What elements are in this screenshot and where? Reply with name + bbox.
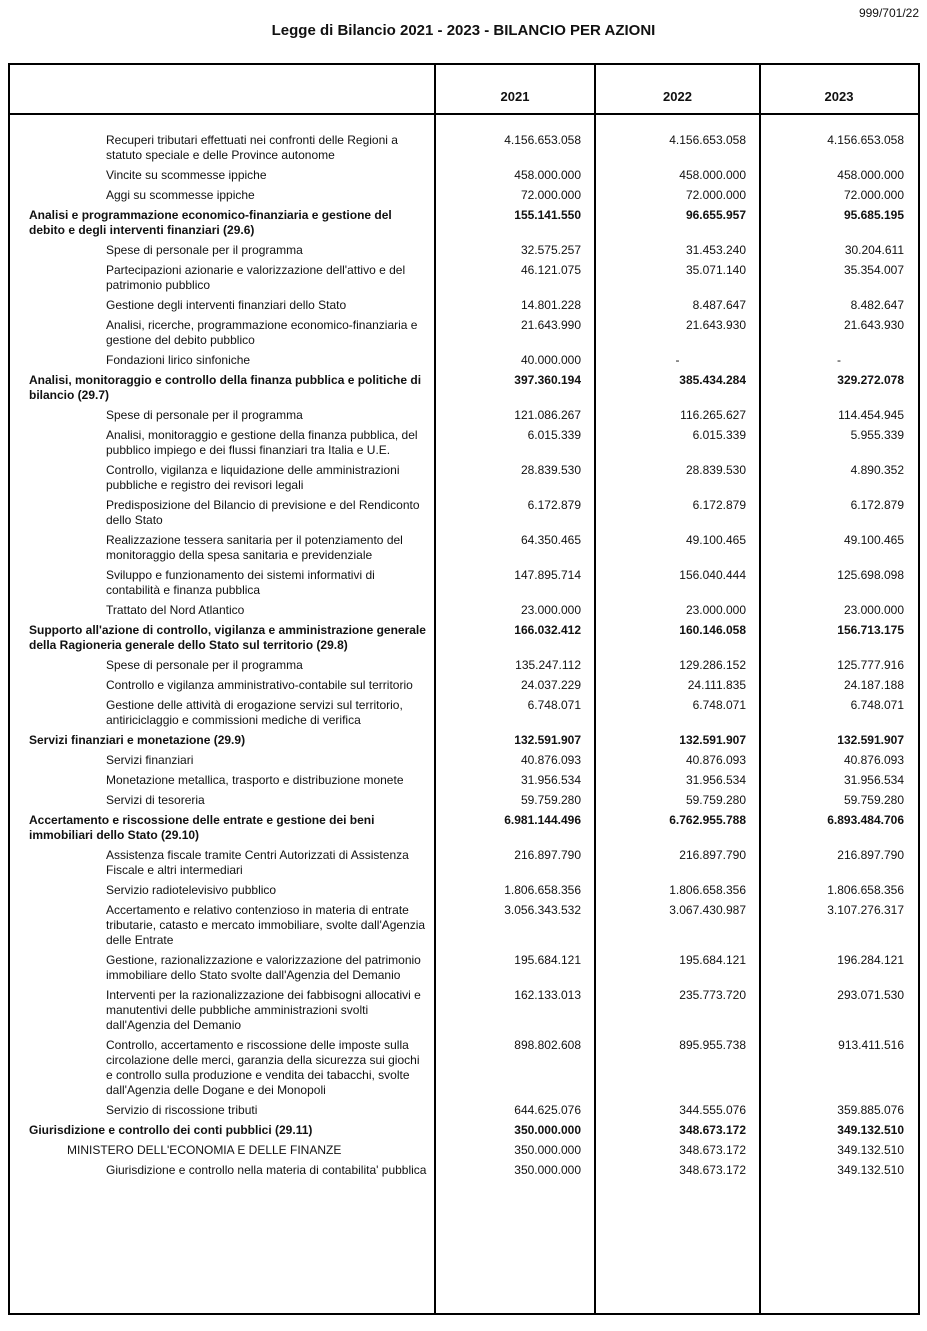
row-value: 31.956.534: [520, 773, 581, 787]
table-row: [10, 243, 918, 258]
column-header-2023: 2023: [824, 88, 854, 104]
table-row: [10, 753, 918, 768]
table-row: [10, 988, 918, 1033]
row-label: Gestione delle attività di erogazione servizi sul territorio, antiriciclaggio e commissioni mediche di verifica: [106, 698, 403, 727]
row-value: 156.040.444: [679, 568, 746, 582]
row-value: 6.893.484.706: [827, 813, 904, 827]
row-value: 6.762.955.788: [669, 813, 746, 827]
row-value: 350.000.000: [514, 1123, 581, 1137]
row-label: Aggi su scommesse ippiche: [106, 188, 255, 202]
row-value: 458.000.000: [837, 168, 904, 182]
row-value: 4.156.653.058: [669, 133, 746, 147]
row-label: Spese di personale per il programma: [106, 658, 303, 672]
table-row: [10, 533, 918, 563]
table-row: [10, 883, 918, 898]
row-value: 196.284.121: [837, 953, 904, 967]
table-body: [10, 115, 918, 1178]
row-value: 458.000.000: [514, 168, 581, 182]
row-value: 4.156.653.058: [827, 133, 904, 147]
row-value: 40.876.093: [685, 753, 746, 767]
row-value: 23.000.000: [520, 603, 581, 617]
row-value: 6.172.879: [850, 498, 904, 512]
row-value: 49.100.465: [685, 533, 746, 547]
row-value: 14.801.228: [520, 298, 581, 312]
row-value: 129.286.152: [679, 658, 746, 672]
row-value: 458.000.000: [679, 168, 746, 182]
table-row: [10, 188, 918, 203]
row-value: 31.956.534: [685, 773, 746, 787]
row-label: Servizio di riscossione tributi: [106, 1103, 258, 1117]
row-label: Controllo, accertamento e riscossione delle imposte sulla circolazione delle merci, garanzia della sicurezza sui giochi e controllo sulla produzione e vendita dei tabacchi, svolte dall'Agenzia delle Dogane e dei Monopoli: [106, 1038, 420, 1097]
column-divider: [434, 65, 436, 1313]
row-value: 125.777.916: [837, 658, 904, 672]
row-value: 349.132.510: [837, 1143, 904, 1157]
row-label: Vincite su scommesse ippiche: [106, 168, 267, 182]
table-row: [10, 168, 918, 183]
row-value: 160.146.058: [679, 623, 746, 637]
row-value: 216.897.790: [514, 848, 581, 862]
row-value: 35.071.140: [685, 263, 746, 277]
table-row: [10, 568, 918, 598]
table-row: [10, 133, 918, 163]
table-row: [10, 848, 918, 878]
row-value: 895.955.738: [679, 1038, 746, 1052]
row-value: 216.897.790: [837, 848, 904, 862]
row-value: 5.955.339: [850, 428, 904, 442]
table-row: [10, 953, 918, 983]
table-row: [10, 428, 918, 458]
row-value: 216.897.790: [679, 848, 746, 862]
row-value: 114.454.945: [838, 408, 904, 422]
row-label: Analisi, monitoraggio e controllo della finanza pubblica e politiche di bilancio (29.7): [29, 373, 422, 402]
row-value: 348.673.172: [679, 1123, 746, 1137]
table-row: [10, 1123, 918, 1138]
row-value: 147.895.714: [514, 568, 581, 582]
table-row: [10, 1163, 918, 1178]
row-value: 28.839.530: [685, 463, 746, 477]
row-label: Recuperi tributari effettuati nei confronti delle Regioni a statuto speciale e delle Province autonome: [106, 133, 398, 162]
row-label: Servizi finanziari: [106, 753, 194, 767]
row-label: Monetazione metallica, trasporto e distribuzione monete: [106, 773, 404, 787]
row-value: 23.000.000: [685, 603, 746, 617]
row-value: 59.759.280: [520, 793, 581, 807]
row-label: Accertamento e relativo contenzioso in materia di entrate tributarie, catasto e mercato immobiliare, svolte dall'Agenzia delle Entrate: [106, 903, 426, 947]
row-label: Controllo e vigilanza amministrativo-contabile sul territorio: [106, 678, 413, 692]
row-value: 28.839.530: [520, 463, 581, 477]
column-header-2021: 2021: [500, 88, 530, 104]
row-value: 24.111.835: [687, 678, 746, 692]
table-row: [10, 603, 918, 618]
row-value: 6.015.339: [692, 428, 746, 442]
row-value: 135.247.112: [515, 658, 581, 672]
table-row: [10, 678, 918, 693]
row-value: 6.015.339: [527, 428, 581, 442]
row-value: 59.759.280: [685, 793, 746, 807]
row-label: Trattato del Nord Atlantico: [106, 603, 245, 617]
row-label: Interventi per la razionalizzazione dei fabbisogni allocativi e manutentivi delle pubbliche amministrazioni svolti dall'Agenzia del Demanio: [106, 988, 421, 1032]
row-label: Servizi di tesoreria: [106, 793, 205, 807]
row-label: Servizi finanziari e monetazione (29.9): [29, 733, 246, 747]
row-label: Analisi e programmazione economico-finanziaria e gestione del debito e degli interventi finanziari (29.6): [29, 208, 392, 237]
budget-table: [8, 63, 920, 1315]
row-value: 350.000.000: [514, 1143, 581, 1157]
row-value: 1.806.658.356: [504, 883, 581, 897]
row-label: Sviluppo e funzionamento dei sistemi informativi di contabilità e finanza pubblica: [106, 568, 375, 597]
row-value: 166.032.412: [514, 623, 581, 637]
row-value: 3.107.276.317: [827, 903, 904, 917]
column-divider: [759, 65, 761, 1313]
row-value: 1.806.658.356: [827, 883, 904, 897]
row-value: -: [837, 353, 841, 367]
row-label: Supporto all'azione di controllo, vigilanza e amministrazione generale della Ragioneria generale dello Stato sul territorio (29.8): [29, 623, 426, 652]
document-reference-number: 999/701/22: [858, 6, 919, 20]
row-value: 644.625.076: [514, 1103, 581, 1117]
row-label: Spese di personale per il programma: [106, 408, 303, 422]
row-label: MINISTERO DELL'ECONOMIA E DELLE FINANZE: [67, 1143, 342, 1157]
row-value: 898.802.608: [514, 1038, 581, 1052]
column-divider: [594, 65, 596, 1313]
row-value: 40.876.093: [520, 753, 581, 767]
row-value: 72.000.000: [843, 188, 904, 202]
row-value: 31.956.534: [843, 773, 904, 787]
row-value: 348.673.172: [679, 1143, 746, 1157]
row-value: 30.204.611: [844, 243, 904, 257]
row-value: 23.000.000: [843, 603, 904, 617]
row-label: Assistenza fiscale tramite Centri Autorizzati di Assistenza Fiscale e altri intermediari: [106, 848, 409, 877]
row-value: 31.453.240: [685, 243, 746, 257]
row-value: 155.141.550: [514, 208, 581, 222]
row-value: 6.748.071: [527, 698, 581, 712]
row-value: 21.643.930: [685, 318, 746, 332]
row-value: 121.086.267: [514, 408, 581, 422]
row-value: 59.759.280: [843, 793, 904, 807]
table-row: [10, 1103, 918, 1118]
row-value: 329.272.078: [837, 373, 904, 387]
row-value: 4.156.653.058: [504, 133, 581, 147]
row-value: 6.981.144.496: [504, 813, 581, 827]
row-value: 64.350.465: [520, 533, 581, 547]
row-value: 3.067.430.987: [669, 903, 746, 917]
table-row: [10, 793, 918, 808]
table-row: [10, 658, 918, 673]
table-header-row: [10, 65, 918, 115]
row-value: 132.591.907: [837, 733, 904, 747]
row-value: 6.172.879: [692, 498, 746, 512]
row-value: 24.037.229: [520, 678, 581, 692]
row-value: 344.555.076: [679, 1103, 746, 1117]
row-value: 21.643.930: [843, 318, 904, 332]
row-value: 3.056.343.532: [504, 903, 581, 917]
row-label: Gestione, razionalizzazione e valorizzazione del patrimonio immobiliare dello Stato svolte dall'Agenzia del Demanio: [106, 953, 421, 982]
row-value: 132.591.907: [679, 733, 746, 747]
table-row: [10, 813, 918, 843]
table-row: [10, 208, 918, 238]
table-row: [10, 623, 918, 653]
table-row: [10, 698, 918, 728]
table-row: [10, 298, 918, 313]
row-value: 162.133.013: [514, 988, 581, 1002]
row-label: Accertamento e riscossione delle entrate e gestione dei beni immobiliari dello Stato (29.10): [29, 813, 375, 842]
row-value: 32.575.257: [520, 243, 581, 257]
table-row: [10, 408, 918, 423]
table-row: [10, 1143, 918, 1158]
row-value: 132.591.907: [514, 733, 581, 747]
table-row: [10, 498, 918, 528]
row-label: Predisposizione del Bilancio di previsione e del Rendiconto dello Stato: [106, 498, 420, 527]
column-header-2022: 2022: [663, 88, 692, 104]
row-value: 6.172.879: [527, 498, 581, 512]
table-row: [10, 733, 918, 748]
row-value: 40.000.000: [520, 353, 581, 367]
table-row: [10, 1038, 918, 1098]
row-value: 4.890.352: [850, 463, 904, 477]
row-value: 293.071.530: [837, 988, 904, 1002]
row-value: 397.360.194: [514, 373, 581, 387]
row-label: Analisi, monitoraggio e gestione della finanza pubblica, del pubblico impiego e dei flussi finanziari tra Italia e U.E.: [106, 428, 418, 457]
row-value: 385.434.284: [679, 373, 746, 387]
row-value: 72.000.000: [520, 188, 581, 202]
row-value: 349.132.510: [837, 1123, 904, 1137]
page-title: Legge di Bilancio 2021 - 2023 - BILANCIO PER AZIONI: [271, 22, 656, 39]
table-row: [10, 773, 918, 788]
row-value: 116.265.627: [680, 408, 746, 422]
row-value: 49.100.465: [843, 533, 904, 547]
row-value: 195.684.121: [679, 953, 746, 967]
row-value: 1.806.658.356: [669, 883, 746, 897]
row-label: Gestione degli interventi finanziari dello Stato: [106, 298, 347, 312]
table-row: [10, 263, 918, 293]
row-label: Partecipazioni azionarie e valorizzazione dell'attivo e del patrimonio pubblico: [106, 263, 406, 292]
row-label: Giurisdizione e controllo dei conti pubblici (29.11): [29, 1123, 313, 1137]
row-value: 195.684.121: [514, 953, 581, 967]
row-label: Realizzazione tessera sanitaria per il potenziamento del monitoraggio della spesa sanitaria e previdenziale: [106, 533, 403, 562]
row-value: 24.187.188: [843, 678, 904, 692]
row-value: 349.132.510: [837, 1163, 904, 1177]
row-value: 46.121.075: [520, 263, 581, 277]
table-row: [10, 463, 918, 493]
row-value: 6.748.071: [692, 698, 746, 712]
row-value: 8.487.647: [692, 298, 746, 312]
row-value: 96.655.957: [685, 208, 746, 222]
row-value: 125.698.098: [837, 568, 904, 582]
row-value: 95.685.195: [843, 208, 904, 222]
row-value: 913.411.516: [838, 1038, 904, 1052]
row-value: 350.000.000: [514, 1163, 581, 1177]
row-label: Giurisdizione e controllo nella materia di contabilita' pubblica: [106, 1163, 427, 1177]
row-value: 40.876.093: [843, 753, 904, 767]
table-row: [10, 353, 918, 368]
row-value: -: [675, 353, 680, 367]
row-value: 348.673.172: [679, 1163, 746, 1177]
row-label: Servizio radiotelevisivo pubblico: [106, 883, 277, 897]
row-label: Controllo, vigilanza e liquidazione delle amministrazioni pubbliche e registro dei revisori legali: [106, 463, 400, 492]
row-value: 72.000.000: [685, 188, 746, 202]
table-row: [10, 318, 918, 348]
row-value: 156.713.175: [837, 623, 904, 637]
row-value: 6.748.071: [850, 698, 904, 712]
row-value: 35.354.007: [843, 263, 904, 277]
row-value: 359.885.076: [837, 1103, 904, 1117]
row-value: 235.773.720: [679, 988, 746, 1002]
table-row: [10, 903, 918, 948]
row-value: 21.643.990: [520, 318, 581, 332]
table-row: [10, 373, 918, 403]
row-value: 8.482.647: [850, 298, 904, 312]
row-label: Spese di personale per il programma: [106, 243, 303, 257]
row-label: Fondazioni lirico sinfoniche: [106, 353, 251, 367]
row-label: Analisi, ricerche, programmazione economico-finanziaria e gestione del debito pubblico: [106, 318, 418, 347]
